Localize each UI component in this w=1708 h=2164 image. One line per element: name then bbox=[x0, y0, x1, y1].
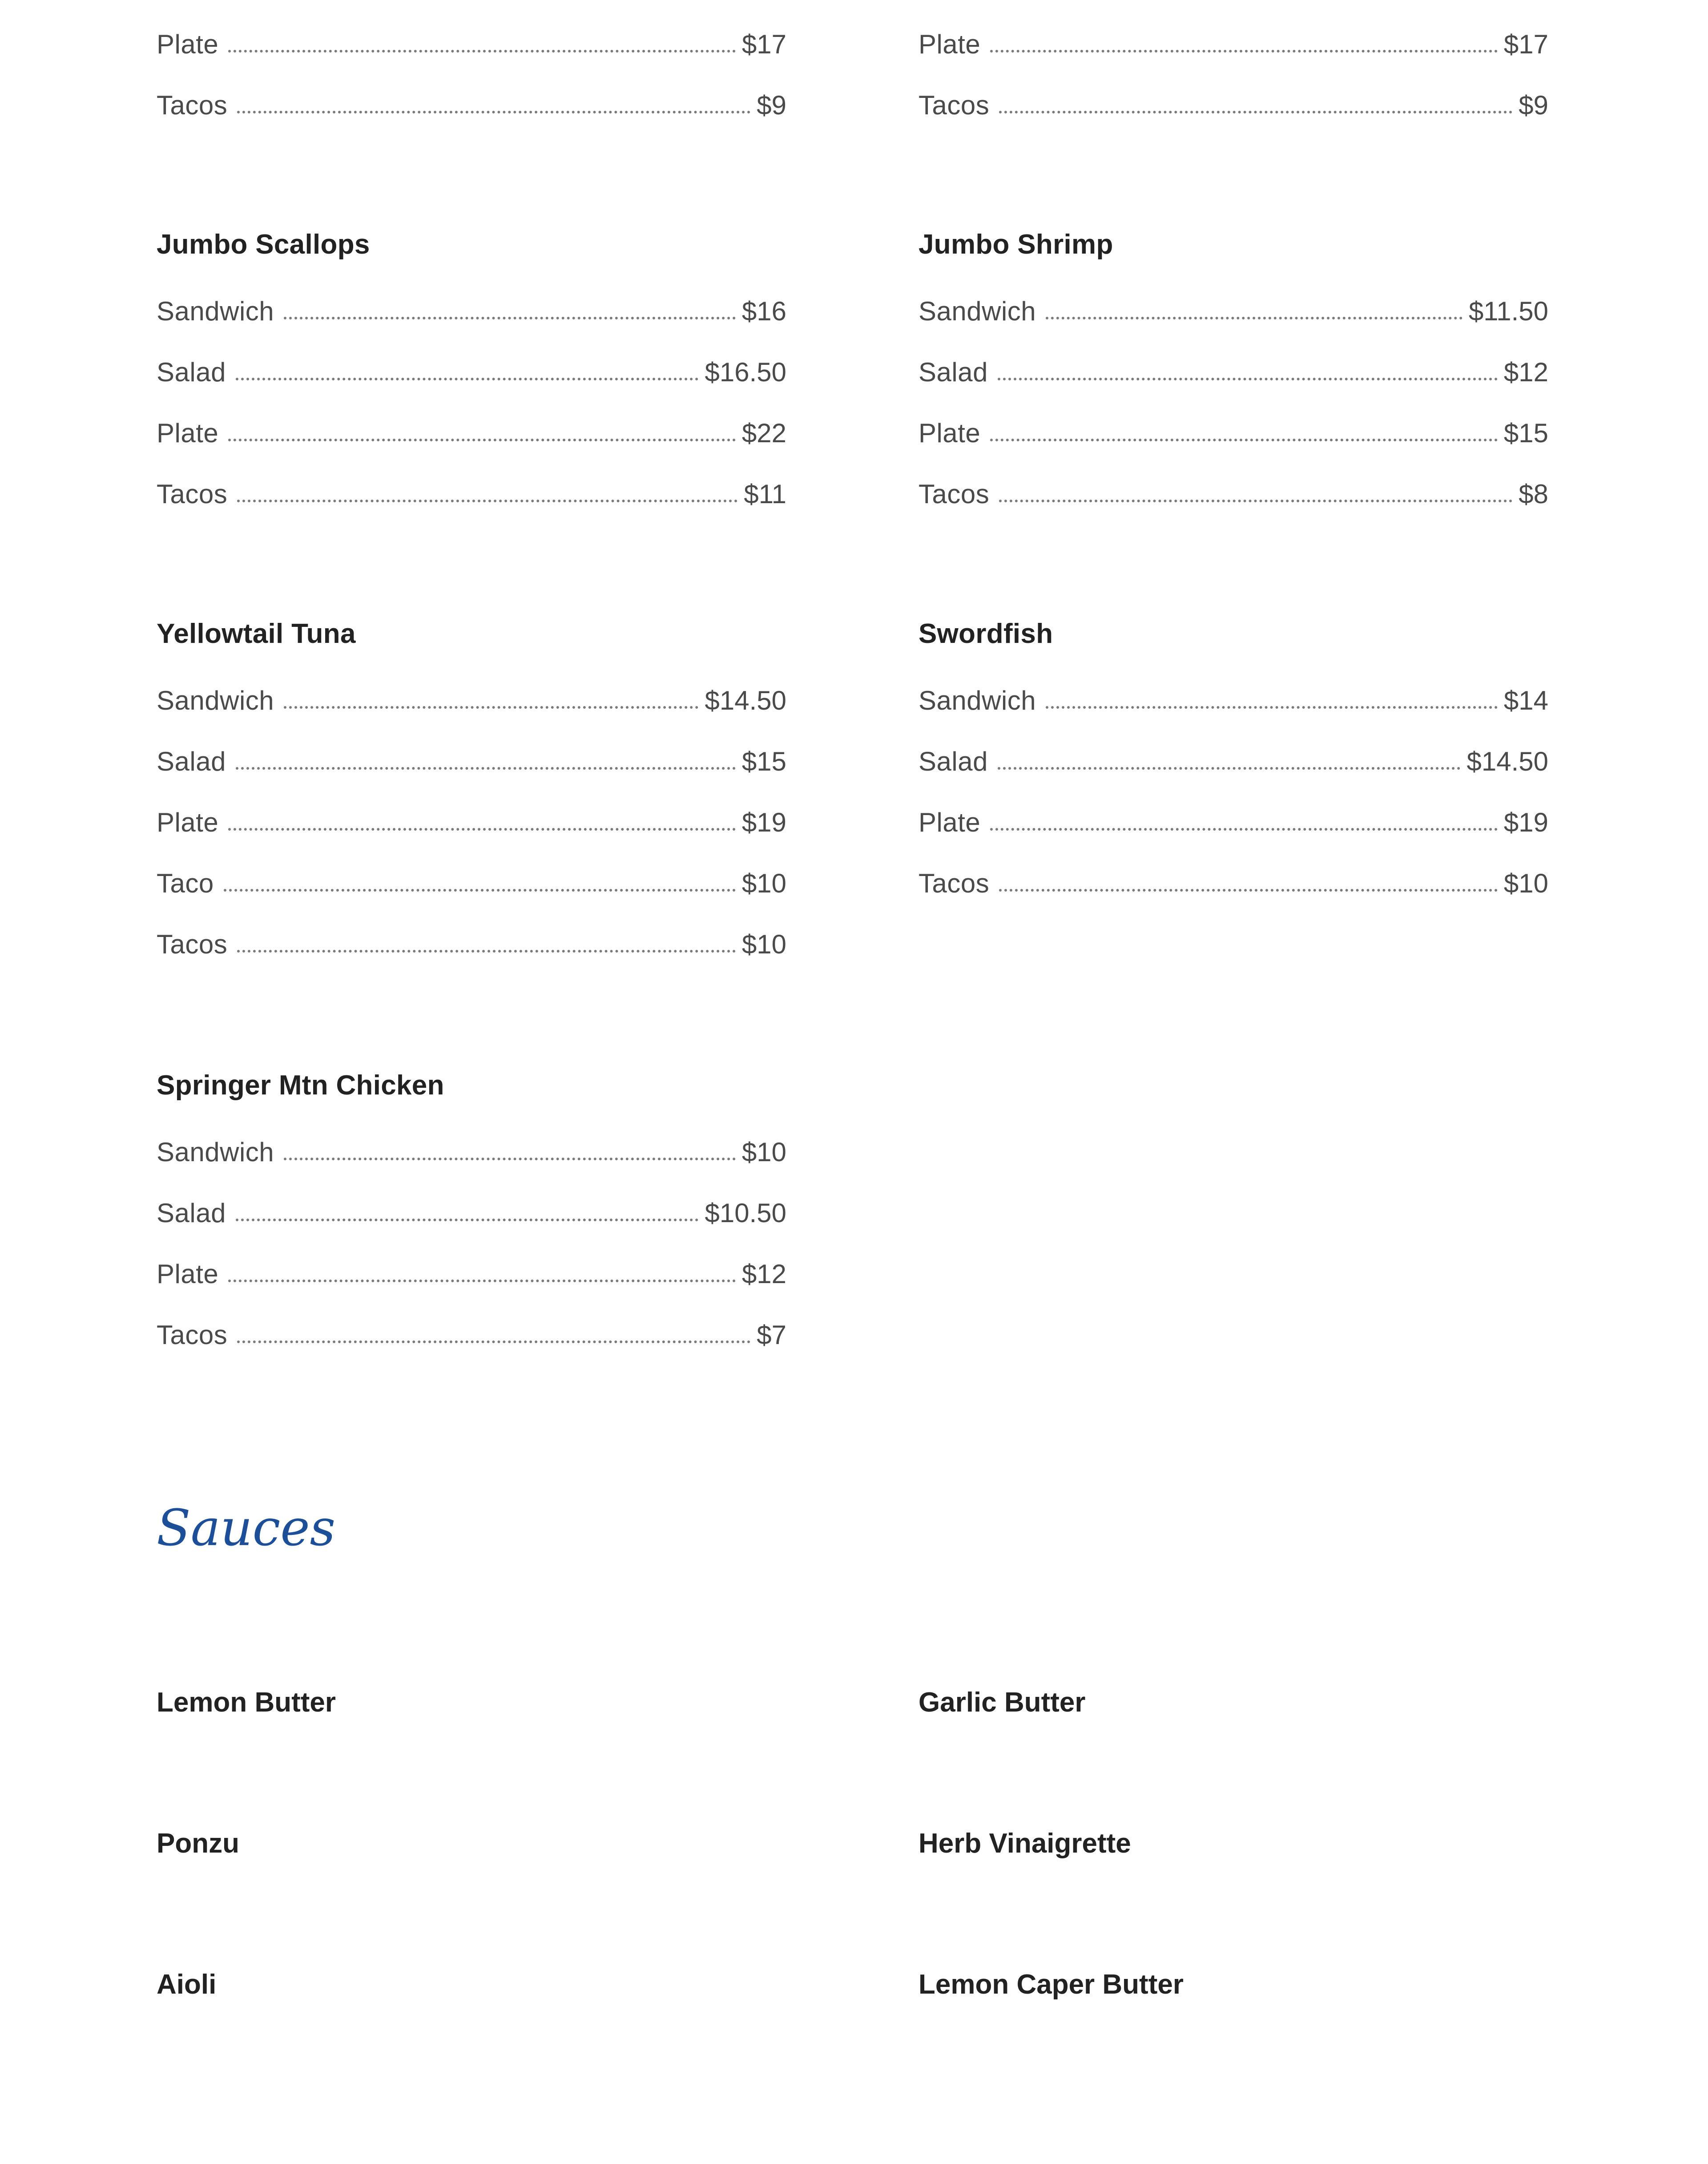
menu-item-price: $9 bbox=[1519, 90, 1548, 120]
dot-leader bbox=[237, 111, 750, 113]
menu-item-name: Plate bbox=[918, 807, 981, 837]
menu-item-row bbox=[157, 927, 786, 962]
menu-item-row bbox=[918, 866, 1548, 901]
menu-item-name: Taco bbox=[157, 868, 214, 898]
menu-item-name: Salad bbox=[157, 747, 226, 776]
menu-item-price: $14 bbox=[1503, 686, 1548, 715]
menu-item-name: Plate bbox=[157, 29, 219, 59]
menu-item-price: $11 bbox=[744, 479, 786, 509]
menu-item-row bbox=[918, 805, 1548, 840]
dot-leader bbox=[228, 50, 736, 52]
dot-leader bbox=[999, 889, 1498, 892]
menu-item-price: $11.50 bbox=[1468, 296, 1548, 326]
menu-item-row bbox=[157, 416, 786, 451]
sauce-item: Lemon Butter bbox=[157, 1687, 336, 1718]
menu-item-price: $10 bbox=[741, 868, 786, 898]
menu-item-name: Tacos bbox=[157, 479, 228, 509]
sauce-item: Lemon Caper Butter bbox=[918, 1969, 1184, 2000]
menu-item-row bbox=[157, 744, 786, 779]
category-title: Springer Mtn Chicken bbox=[157, 1070, 444, 1101]
menu-item-price: $9 bbox=[757, 90, 786, 120]
menu-item-row bbox=[918, 744, 1548, 779]
dot-leader bbox=[1046, 317, 1462, 319]
menu-item-name: Salad bbox=[157, 357, 226, 387]
menu-item-name: Sandwich bbox=[157, 686, 274, 715]
menu-item-name: Tacos bbox=[157, 90, 228, 120]
menu-item-name: Salad bbox=[918, 357, 988, 387]
menu-item-row bbox=[918, 683, 1548, 719]
sauce-item: Herb Vinaigrette bbox=[918, 1828, 1131, 1859]
dot-leader bbox=[990, 50, 1498, 52]
menu-item-price: $15 bbox=[1503, 418, 1548, 448]
menu-item-row bbox=[918, 27, 1548, 62]
menu-item-name: Sandwich bbox=[157, 296, 274, 326]
menu-item-price: $12 bbox=[741, 1259, 786, 1289]
sauce-item: Aioli bbox=[157, 1969, 217, 2000]
dot-leader bbox=[998, 767, 1461, 770]
menu-item-price: $19 bbox=[1503, 807, 1548, 837]
menu-item-price: $8 bbox=[1519, 479, 1548, 509]
menu-item-row bbox=[157, 1256, 786, 1292]
menu-item-row bbox=[157, 1195, 786, 1231]
dot-leader bbox=[228, 1280, 736, 1282]
sauce-item: Ponzu bbox=[157, 1828, 239, 1859]
menu-item-price: $10 bbox=[1503, 868, 1548, 898]
menu-item-row bbox=[157, 1134, 786, 1170]
category-title: Jumbo Scallops bbox=[157, 229, 370, 260]
dot-leader bbox=[236, 767, 736, 770]
menu-item-row bbox=[157, 866, 786, 901]
dot-leader bbox=[236, 1219, 699, 1221]
dot-leader bbox=[998, 378, 1498, 380]
category-title: Swordfish bbox=[918, 618, 1053, 649]
sauces-heading: Sauces bbox=[157, 1499, 336, 1557]
menu-item-name: Tacos bbox=[157, 929, 228, 959]
menu-item-price: $10.50 bbox=[705, 1198, 786, 1228]
menu-item-row bbox=[157, 683, 786, 719]
dot-leader bbox=[990, 439, 1498, 441]
dot-leader bbox=[1046, 706, 1498, 709]
menu-item-name: Tacos bbox=[157, 1320, 228, 1350]
menu-item-price: $10 bbox=[741, 929, 786, 959]
dot-leader bbox=[284, 706, 698, 709]
menu-item-name: Plate bbox=[918, 418, 981, 448]
menu-item-row bbox=[918, 294, 1548, 329]
menu-item-name: Tacos bbox=[918, 90, 990, 120]
dot-leader bbox=[224, 889, 736, 892]
menu-item-name: Sandwich bbox=[918, 296, 1036, 326]
menu-item-price: $16.50 bbox=[705, 357, 786, 387]
menu-item-price: $14.50 bbox=[705, 686, 786, 715]
menu-item-name: Plate bbox=[157, 1259, 219, 1289]
menu-item-price: $16 bbox=[741, 296, 786, 326]
dot-leader bbox=[228, 828, 736, 831]
dot-leader bbox=[990, 828, 1498, 831]
menu-item-name: Plate bbox=[157, 807, 219, 837]
menu-item-row bbox=[157, 1317, 786, 1353]
dot-leader bbox=[228, 439, 736, 441]
menu-item-row bbox=[157, 27, 786, 62]
menu-item-row bbox=[918, 88, 1548, 123]
menu-item-name: Tacos bbox=[918, 868, 990, 898]
dot-leader bbox=[999, 111, 1512, 113]
menu-item-price: $17 bbox=[1503, 29, 1548, 59]
dot-leader bbox=[237, 500, 737, 502]
menu-item-price: $7 bbox=[757, 1320, 786, 1350]
menu-item-name: Sandwich bbox=[918, 686, 1036, 715]
menu-item-price: $15 bbox=[741, 747, 786, 776]
menu-item-name: Sandwich bbox=[157, 1137, 274, 1167]
menu-item-row bbox=[157, 476, 786, 512]
menu-item-row bbox=[918, 355, 1548, 390]
menu-item-name: Tacos bbox=[918, 479, 990, 509]
menu-item-row bbox=[918, 476, 1548, 512]
menu-item-name: Plate bbox=[157, 418, 219, 448]
menu-item-price: $17 bbox=[741, 29, 786, 59]
menu-item-row bbox=[918, 416, 1548, 451]
menu-item-price: $19 bbox=[741, 807, 786, 837]
menu-item-price: $14.50 bbox=[1466, 747, 1548, 776]
menu-item-price: $10 bbox=[741, 1137, 786, 1167]
menu-item-price: $22 bbox=[741, 418, 786, 448]
menu-item-row bbox=[157, 805, 786, 840]
menu-item-name: Plate bbox=[918, 29, 981, 59]
dot-leader bbox=[284, 317, 736, 319]
dot-leader bbox=[284, 1158, 736, 1160]
dot-leader bbox=[999, 500, 1512, 502]
menu-item-row bbox=[157, 294, 786, 329]
menu-item-name: Salad bbox=[918, 747, 988, 776]
menu-item-row bbox=[157, 88, 786, 123]
menu-item-price: $12 bbox=[1503, 357, 1548, 387]
dot-leader bbox=[237, 950, 736, 953]
menu-item-name: Salad bbox=[157, 1198, 226, 1228]
sauce-item: Garlic Butter bbox=[918, 1687, 1086, 1718]
category-title: Jumbo Shrimp bbox=[918, 229, 1113, 260]
menu-item-row bbox=[157, 355, 786, 390]
dot-leader bbox=[237, 1340, 750, 1343]
dot-leader bbox=[236, 378, 699, 380]
category-title: Yellowtail Tuna bbox=[157, 618, 356, 649]
